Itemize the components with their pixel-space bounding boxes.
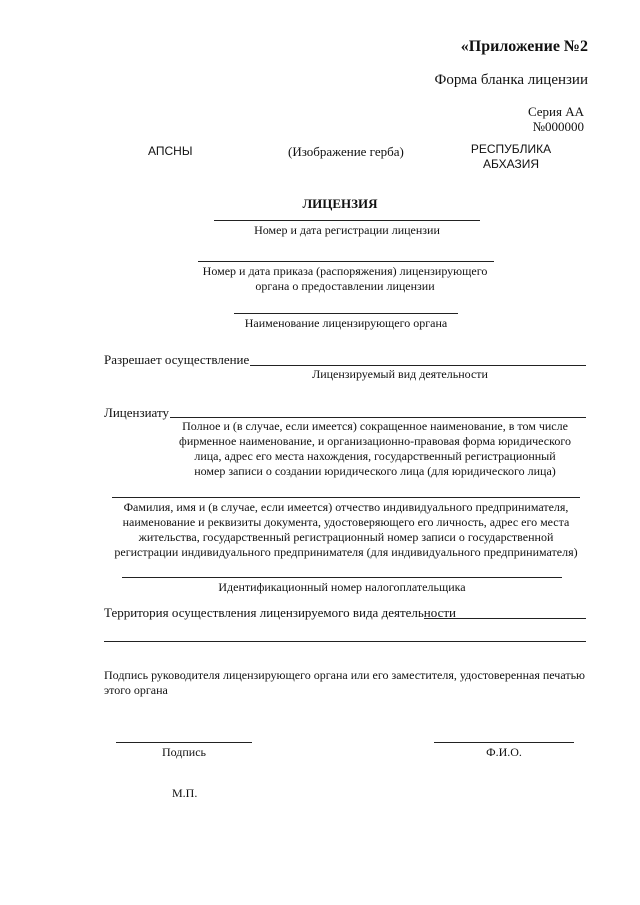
authority-caption: Наименование лицензирующего органа: [244, 316, 448, 330]
series-label: Серия АА: [527, 104, 584, 119]
reg-number-caption: Номер и дата регистрации лицензии: [254, 223, 440, 237]
individual-caption: [100, 500, 592, 560]
number-label: №000000: [532, 119, 584, 134]
legal-caption-2: фирменное наименование, и организационно-правовая форма юридического: [179, 434, 571, 448]
individual-caption-4: регистрации индивидуального предпринимателя (для индивидуального предпринимателя): [114, 545, 578, 559]
territory-label: Территория осуществления лицензируемого вида деятельности: [104, 605, 456, 620]
apsny-label: АПСНЫ: [148, 144, 193, 158]
activity-caption: Лицензируемый вид деятельности: [312, 367, 488, 381]
legal-caption-3: лица, адрес его места нахождения, государственный регистрационный: [194, 449, 556, 463]
territory-line: [424, 618, 586, 619]
individual-line: [112, 497, 580, 498]
permits-label: Разрешает осуществление: [104, 352, 250, 367]
head-signature-note-2: этого органа: [104, 683, 168, 697]
head-signature-note: [104, 668, 594, 698]
legal-entity-caption: [172, 419, 578, 479]
appendix-label: «Приложение №2: [460, 38, 588, 55]
head-signature-note-1: Подпись руководителя лицензирующего органа или его заместителя, удостоверенная печатью: [104, 668, 586, 682]
stamp-place-label: М.П.: [172, 786, 198, 800]
republic-line-2: АБХАЗИЯ: [482, 157, 540, 171]
order-caption: [180, 264, 510, 294]
page-title: ЛИЦЕНЗИЯ: [302, 196, 378, 211]
legal-caption-1: Полное и (в случае, если имеется) сокращенное наименование, в том числе: [182, 419, 568, 433]
inn-caption: Идентификационный номер налогоплательщика: [218, 580, 466, 594]
republic-label: [466, 142, 556, 172]
republic-line-1: РЕСПУБЛИКА: [470, 142, 552, 156]
licensee-label: Лицензиату: [104, 405, 169, 420]
fio-line: [434, 742, 574, 743]
order-caption-2: органа о предоставлении лицензии: [255, 279, 435, 293]
signature-line: [116, 742, 252, 743]
licensee-line: [170, 417, 586, 418]
reg-number-line: [214, 220, 480, 221]
fio-caption: Ф.И.О.: [486, 745, 522, 759]
order-line: [198, 261, 494, 262]
individual-caption-1: Фамилия, имя и (в случае, если имеется) отчество индивидуального предпринимателя,: [123, 500, 569, 514]
form-title: Форма бланка лицензии: [434, 72, 588, 88]
territory-line-2: [104, 641, 586, 642]
emblem-placeholder: (Изображение герба): [288, 144, 404, 159]
individual-caption-2: наименование и реквизиты документа, удостоверяющего его личность, адрес его места: [122, 515, 570, 529]
legal-caption-4: номер записи о создании юридического лица (для юридического лица): [194, 464, 556, 478]
inn-line: [122, 577, 562, 578]
permits-line: [250, 365, 586, 366]
individual-caption-3: жительства, государственный регистрационный номер записи о государственной: [138, 530, 554, 544]
authority-line: [234, 313, 458, 314]
signature-caption: Подпись: [161, 745, 207, 759]
order-caption-1: Номер и дата приказа (распоряжения) лицензирующего: [202, 264, 488, 278]
